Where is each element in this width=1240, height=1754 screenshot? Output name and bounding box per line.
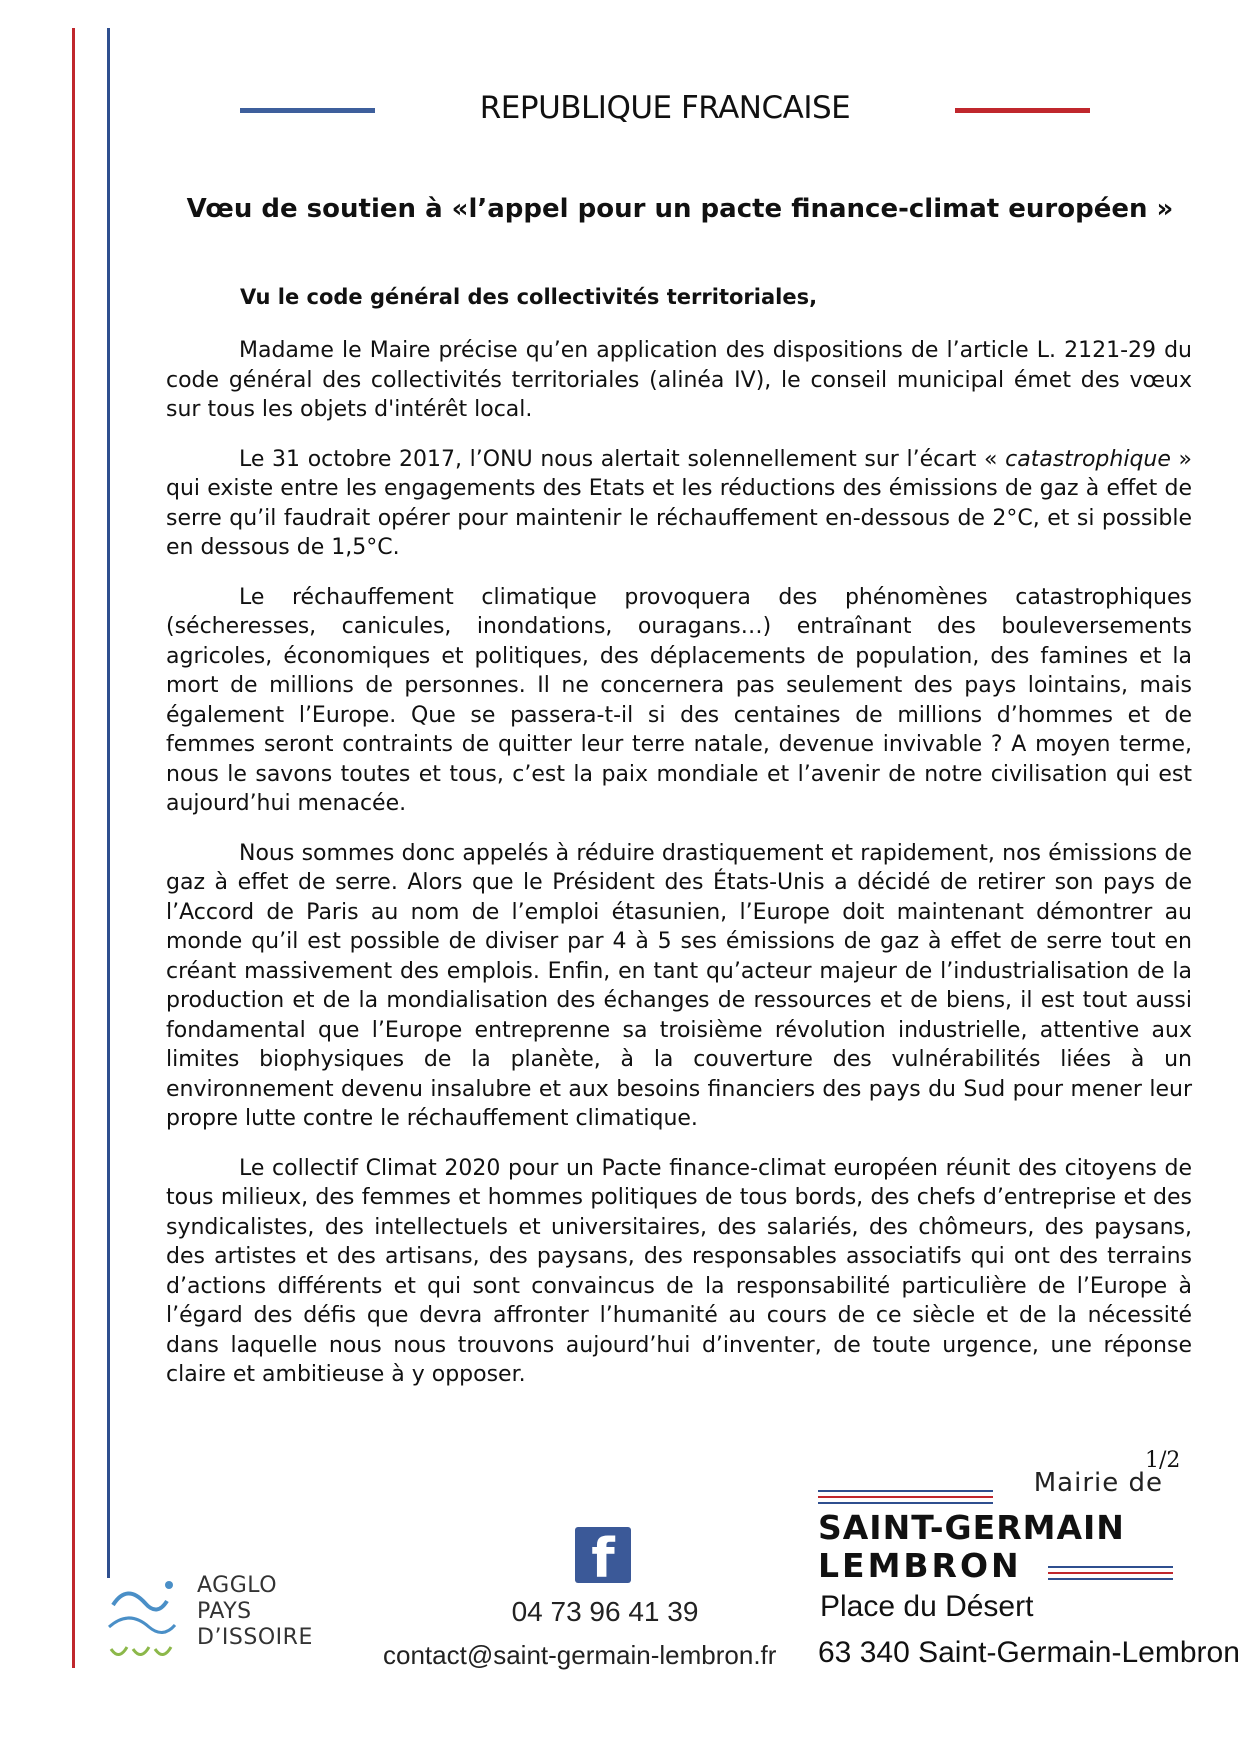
margin-blue-line xyxy=(107,28,110,1578)
mairie-top-lines xyxy=(818,1490,993,1508)
document-title: Vœu de soutien à «l’appel pour un pacte finance-climat européen » xyxy=(186,194,1174,224)
address-line-1: Place du Désert xyxy=(820,1590,1034,1623)
mairie-de-label: Mairie de xyxy=(1033,1468,1163,1498)
mairie-name-line-2: LEMBRON xyxy=(818,1546,1022,1585)
agglo-line-1: AGGLO xyxy=(197,1573,278,1598)
agglo-waves-icon xyxy=(105,1565,195,1675)
paragraph-2-start: Le 31 octobre 2017, l’ONU nous alertait solennellement sur l’écart « xyxy=(239,446,1006,472)
paragraph-1: Madame le Maire précise qu’en application des dispositions de l’article L. 2121-29 du code général des collectivités territoriales (alinéa IV), le conseil municipal émet des vœux sur tous les objets d'intérêt local. xyxy=(166,338,1192,422)
facebook-icon[interactable]: f xyxy=(575,1527,631,1583)
paragraph-3: Le réchauffement climatique provoquera des phénomènes catastrophiques (sécheresses, canicules, inondations, ouragans…) entraînant des bouleversements agricoles, économiques et politiques, des déplacements de population, des famines et la mort de millions de personnes. Il ne concernera pas seulement des pays lointains, mais également l’Europe. Que se passera-t-il si des centaines de millions d’hommes et de femmes seront contraints de quitter leur terre natale, devenue invivable ? A moyen terme, nous le savons toutes et tous, c’est la paix mondiale et l’avenir de notre civilisation qui est aujourd’hui menacée. xyxy=(166,584,1192,816)
paragraph-2 xyxy=(166,445,1192,563)
mairie-name-line-1: SAINT-GERMAIN xyxy=(818,1508,1125,1547)
paragraph-5: Le collectif Climat 2020 pour un Pacte finance-climat européen réunit des citoyens de tous milieux, des femmes et hommes politiques de tous bords, des chefs d’entreprise et des syndicalistes, des intellectuels et universitaires, des salariés, des chômeurs, des paysans, des artistes et des artisans, des paysans, des responsables associatifs qui ont des terrains d’actions différents et qui sont convaincus de la responsabilité particulière de l’Europe à l’égard des défis que devra affronter l’humanité au cours de ce siècle et de la nécessité dans laquelle nous nous trouvons aujourd’hui d’inventer, de toute urgence, une réponse claire et ambitieuse à y opposer. xyxy=(166,1155,1192,1387)
agglo-line-2: PAYS xyxy=(197,1599,252,1624)
document-body xyxy=(166,336,1192,1410)
page-number: 1/2 xyxy=(1145,1448,1181,1473)
address-line-2: 63 340 Saint-Germain-Lembron xyxy=(818,1636,1240,1669)
phone-number: 04 73 96 41 39 xyxy=(511,1596,699,1627)
intro-line: Vu le code général des collectivités territoriales, xyxy=(240,285,818,309)
mairie-logo xyxy=(818,1468,1178,1588)
agglo-logo xyxy=(105,1565,335,1675)
header-red-bar xyxy=(955,108,1090,113)
paragraph-4: Nous sommes donc appelés à réduire drastiquement et rapidement, nos émissions de gaz à effet de serre. Alors que le Président des États-Unis a décidé de retirer son pays de l’Accord de Paris au nom de l’emploi étasunien, l’Europe doit maintenant démontrer au monde qu’il est possible de diviser par 4 à 5 ses émissions de gaz à effet de serre tout en créant massivement des emplois. Enfin, en tant qu’acteur majeur de l’industrialisation de la production et de la mondialisation des échanges de ressources et de biens, il est tout aussi fondamental que l’Europe entreprenne sa troisième révolution industrielle, attentive aux limites biophysiques de la planète, à la couverture des vulnérabilités liées à un environnement devenu insalubre et aux besoins financiers des pays du Sud pour mener leur propre lutte contre le réchauffement climatique. xyxy=(166,840,1192,1131)
republique-francaise-heading: REPUBLIQUE FRANCAISE xyxy=(479,90,851,126)
agglo-line-3: D’ISSOIRE xyxy=(197,1625,313,1650)
page-header xyxy=(240,88,1090,138)
paragraph-2-end: » qui existe entre les engagements des Etats et les réductions des émissions de gaz à effet de serre qu’il faudrait opérer pour maintenir le réchauffement en-dessous de 2°C, et si possible en dessous de 1,5°C. xyxy=(166,446,1193,560)
contact-email[interactable]: contact@saint-germain-lembron.fr xyxy=(383,1640,777,1670)
paragraph-2-emphasis: catastrophique xyxy=(1005,446,1171,472)
agglo-text xyxy=(197,1573,313,1651)
mairie-bottom-lines xyxy=(1048,1566,1173,1584)
margin-red-line xyxy=(72,28,75,1668)
